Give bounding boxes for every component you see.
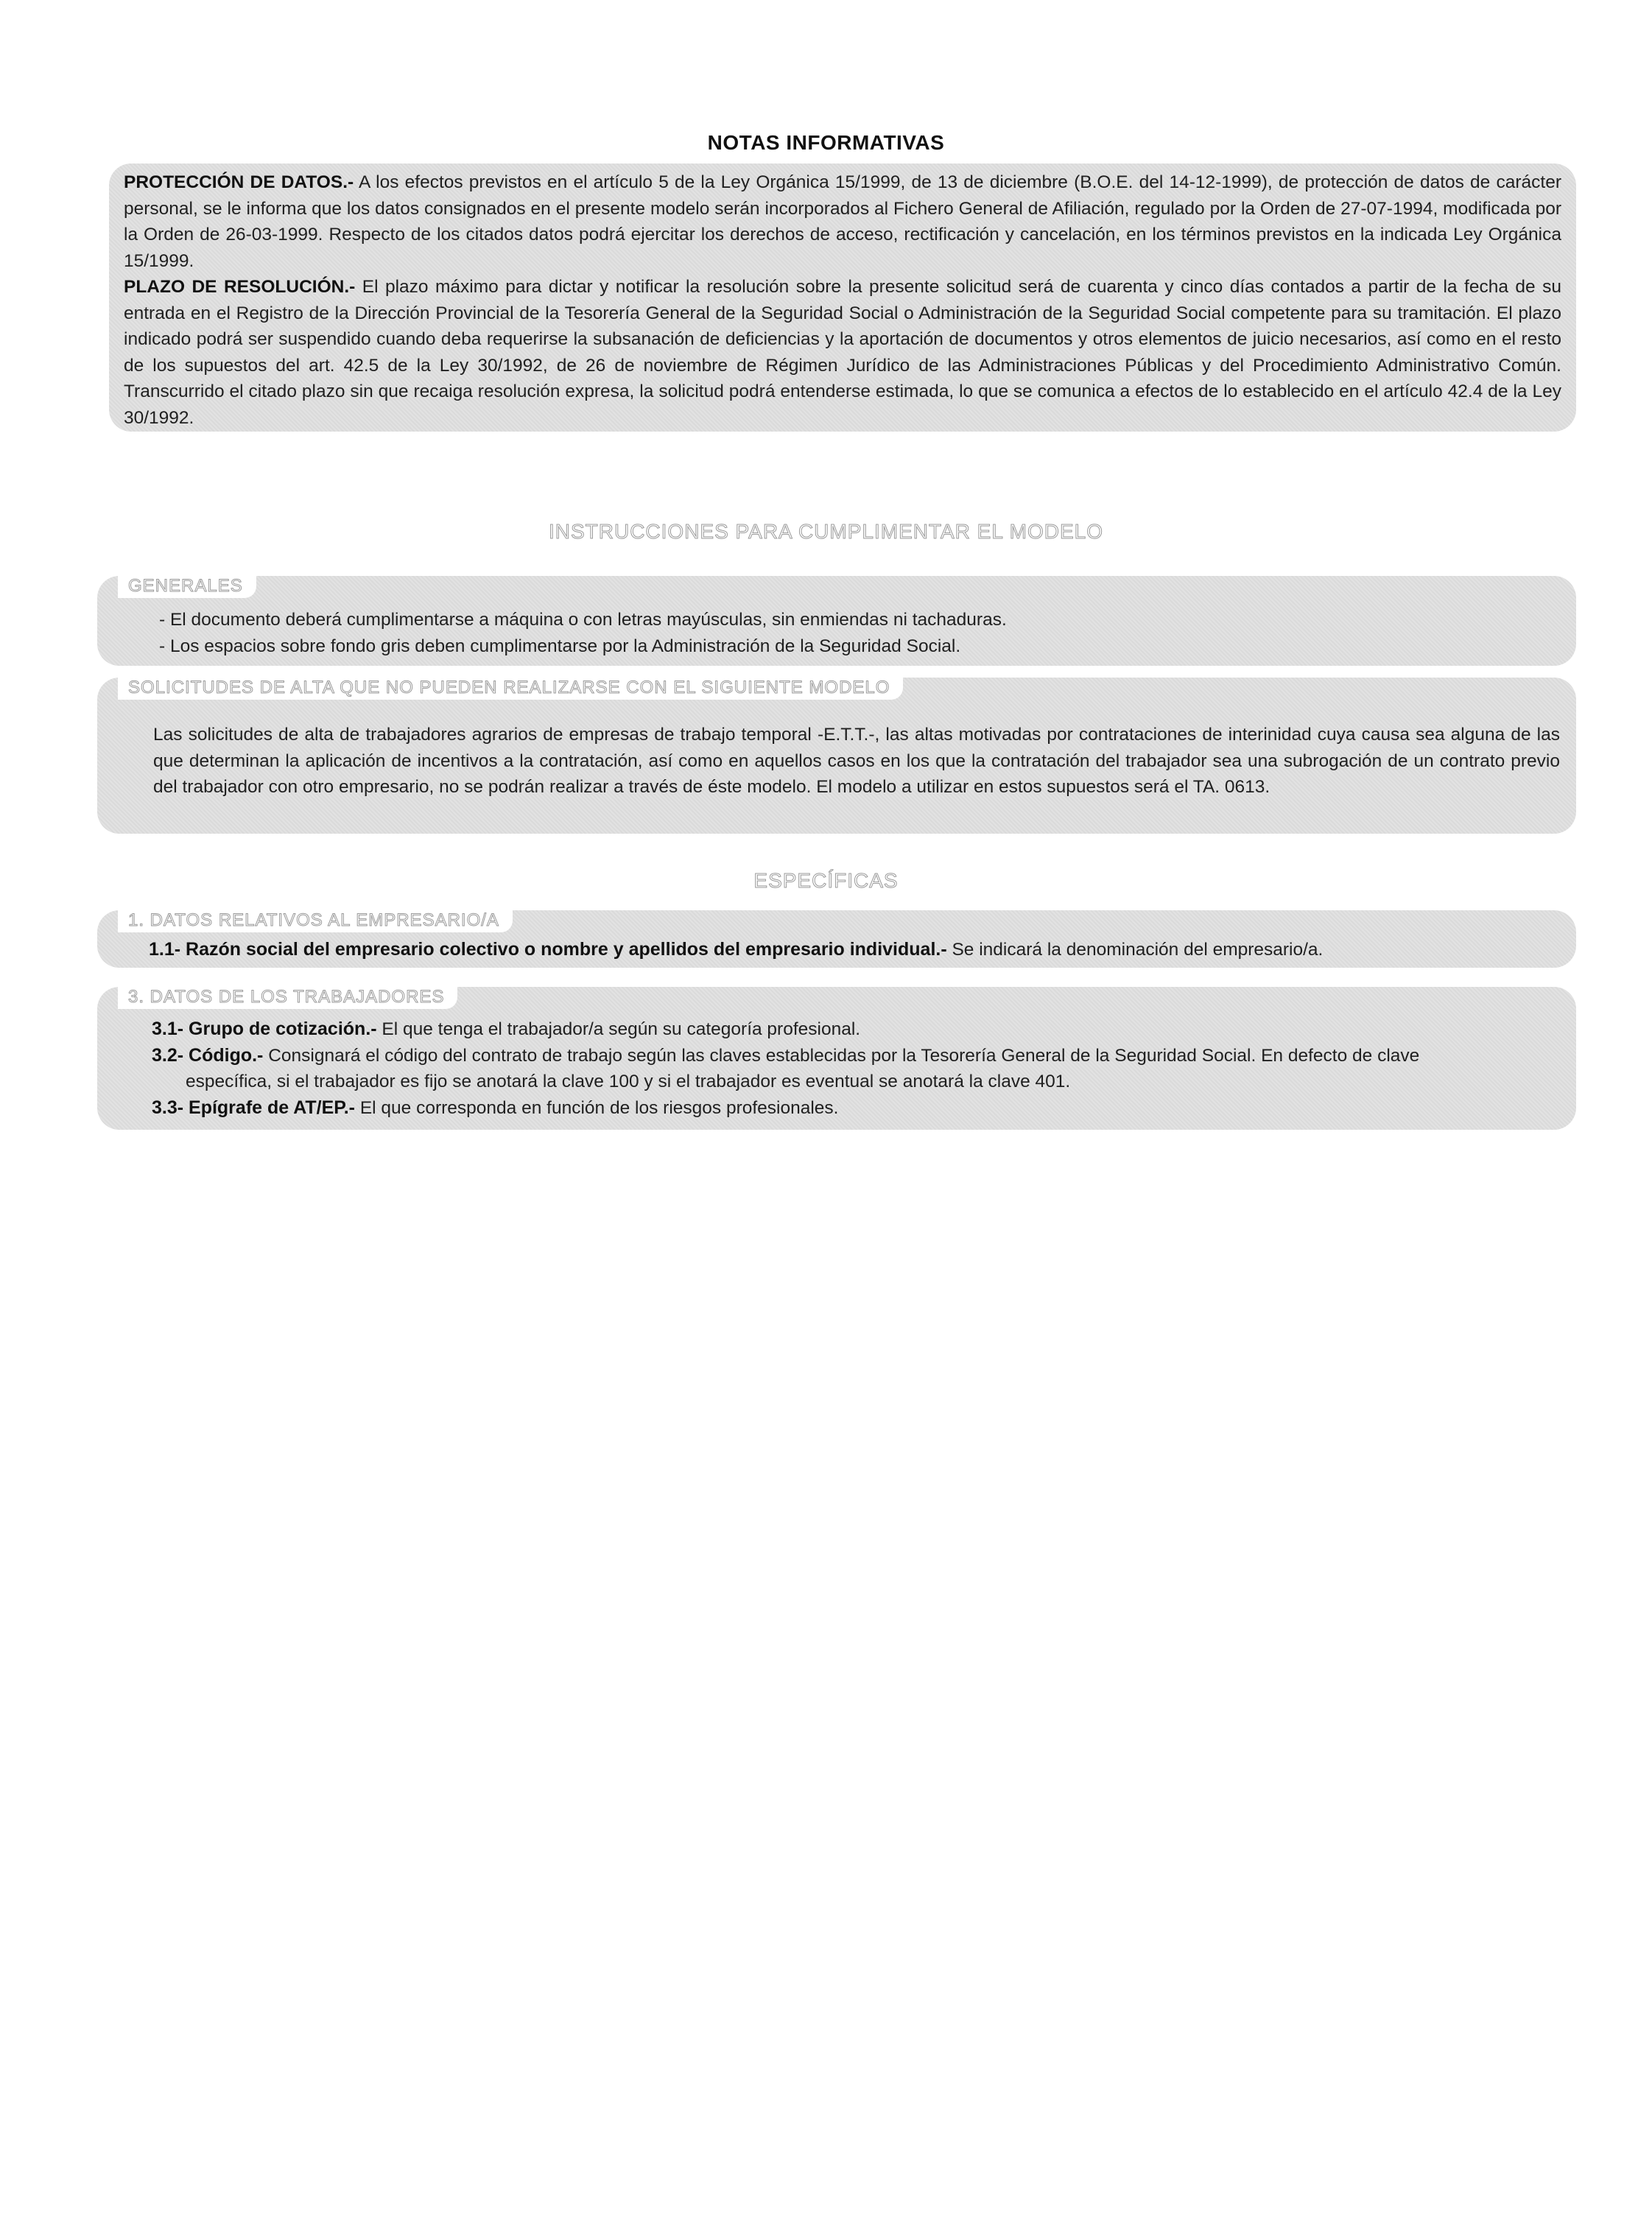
trabajadores-item-3-2 <box>152 1043 1560 1069</box>
plazo-resolucion-paragraph <box>124 274 1561 431</box>
trabajadores-item-3-3 <box>152 1095 1560 1122</box>
instrucciones-title: INSTRUCCIONES PARA CUMPLIMENTAR EL MODELO <box>548 520 1104 543</box>
generales-section <box>97 576 1576 666</box>
empresario-section <box>97 910 1576 968</box>
generales-item-1: - El documento deberá cumplimentarse a máquina o con letras mayúsculas, sin enmiendas ni tachaduras. <box>159 610 1007 630</box>
empresario-item-1-1 <box>149 937 1560 963</box>
grupo-cotizacion-label: 3.1- Grupo de cotización.- <box>152 1019 377 1039</box>
trabajadores-label: 3. DATOS DE LOS TRABAJADORES <box>118 984 457 1009</box>
trabajadores-section <box>97 987 1576 1130</box>
notas-informativas-box <box>109 163 1576 432</box>
proteccion-datos-paragraph <box>124 169 1561 274</box>
solicitudes-label: SOLICITUDES DE ALTA QUE NO PUEDEN REALIZARSE CON EL SIGUIENTE MODELO <box>118 675 903 700</box>
trabajadores-item-3-2-cont <box>152 1069 1560 1095</box>
codigo-label: 3.2- Código.- <box>152 1044 264 1066</box>
codigo-text-cont: específica, si el trabajador es fijo se anotará la clave 100 y si el trabajador es eventual se anotará la clave 401. <box>186 1072 1071 1091</box>
empresario-item-label: 1.1- Razón social del empresario colectivo o nombre y apellidos del empresario individual.- <box>149 939 947 960</box>
proteccion-datos-text: A los efectos previstos en el artículo 5 de la Ley Orgánica 15/1999, de 13 de diciembre (B.O.E. del 14-12-1999), de protección de datos de carácter personal, se le informa que los datos consignados en el presente modelo serán incorporados al Fichero General de Afiliación, regulado por la Orden de 27-07-1994, modificada por la Orden de 26-03-1999. Respecto de los citados datos podrá ejercitar los derechos de acceso, rectificación y cancelación, en los términos previstos en la indicada Ley Orgánica 15/1999. <box>124 172 1561 271</box>
generales-item-2: - Los espacios sobre fondo gris deben cumplimentarse por la Administración de la Seguridad Social. <box>159 636 961 656</box>
proteccion-datos-label: PROTECCIÓN DE DATOS.- <box>124 172 354 192</box>
grupo-cotizacion-text: El que tenga el trabajador/a según su categoría profesional. <box>376 1019 861 1039</box>
epigrafe-label: 3.3- Epígrafe de AT/EP.- <box>152 1097 356 1118</box>
solicitudes-section <box>97 678 1576 834</box>
solicitudes-text: Las solicitudes de alta de trabajadores agrarios de empresas de trabajo temporal -E.T.T.-, las altas motivadas por contrataciones de interinidad cuya causa sea alguna de las que determinan la aplicación de incentivos a la contratación, así como en aquellos casos en los que la contratación del trabajador sea una subrogación de un contrato previo del trabajador con otro empresario, no se podrán realizar a través de éste modelo. El modelo a utilizar en estos supuestos será el TA. 0613. <box>153 725 1560 797</box>
trabajadores-item-3-1 <box>152 1016 1560 1043</box>
epigrafe-text: El que corresponda en función de los riesgos profesionales. <box>355 1097 839 1118</box>
especificas-title: ESPECÍFICAS <box>753 869 899 892</box>
empresario-label: 1. DATOS RELATIVOS AL EMPRESARIO/A <box>118 907 513 932</box>
generales-label: GENERALES <box>118 573 256 598</box>
codigo-text: Consignará el código del contrato de trabajo según las claves establecidas por la Tesorería General de la Seguridad Social. En defecto de clave <box>263 1045 1420 1066</box>
empresario-item-text: Se indicará la denominación del empresario/a. <box>946 940 1324 960</box>
plazo-resolucion-label: PLAZO DE RESOLUCIÓN.- <box>124 277 356 297</box>
notas-informativas-title: NOTAS INFORMATIVAS <box>707 131 945 154</box>
plazo-resolucion-text: El plazo máximo para dictar y notificar la resolución sobre la presente solicitud será de cuarenta y cinco días contados a partir de la fecha de su entrada en el Registro de la Dirección Provincial de la Tesorería General de la Seguridad Social o Administración de la Seguridad Social competente para su tramitación. El plazo indicado podrá ser suspendido cuando deba requerirse la subsanación de deficiencias y la aportación de documentos y otros elementos de juicio necesarios, así como en el resto de los supuestos del art. 42.5 de la Ley 30/1992, de 26 de noviembre de Régimen Jurídico de las Administraciones Públicas y del Procedimiento Administrativo Común. Transcurrido el citado plazo sin que recaiga resolución expresa, la solicitud podrá entenderse estimada, lo que se comunica a efectos de lo establecido en el artículo 42.4 de la Ley 30/1992. <box>124 277 1561 428</box>
